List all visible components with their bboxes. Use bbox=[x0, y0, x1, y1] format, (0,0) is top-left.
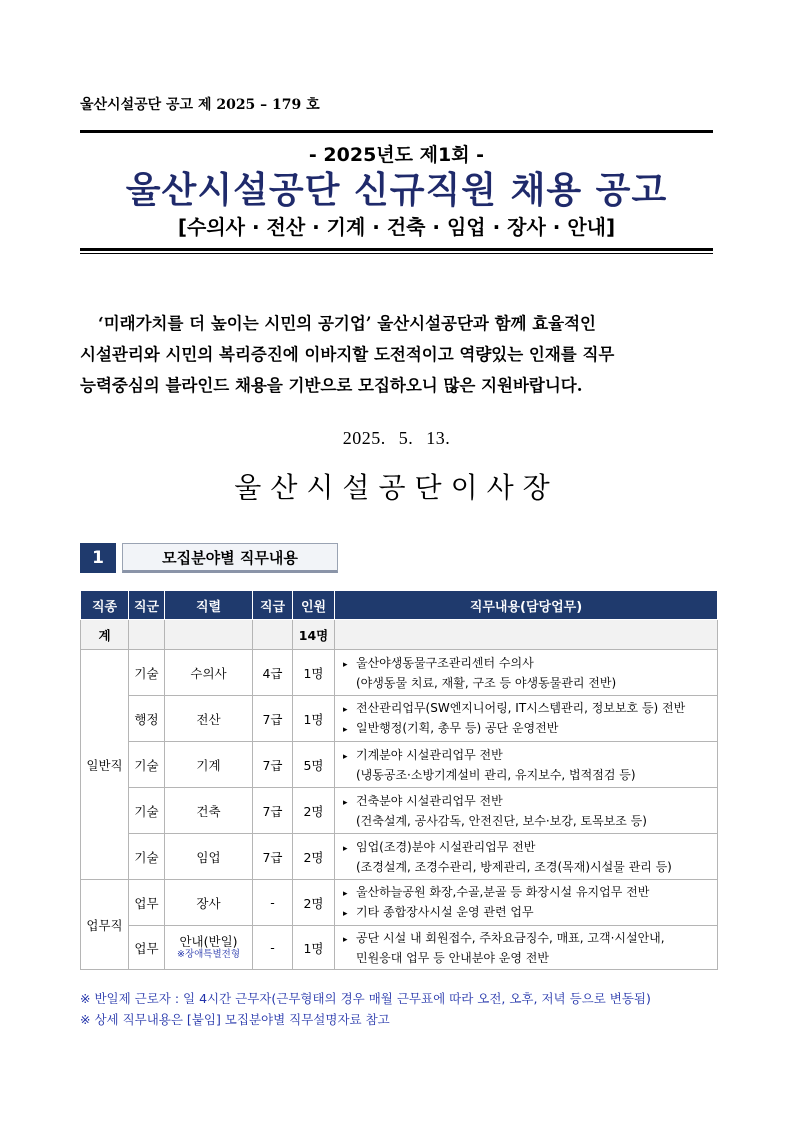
duty-item: ▸ 전산관리업무(SW엔지니어링, IT시스템관리, 정보보호 등) 전반 bbox=[343, 699, 713, 719]
duty-item: ▸ 임업(조경)분야 시설관리업무 전반 bbox=[343, 838, 713, 858]
job-group-cell: 기술 bbox=[129, 834, 165, 880]
table-row bbox=[81, 834, 718, 880]
duty-item: ▸ 울산야생동물구조관리센터 수의사 bbox=[343, 654, 713, 674]
job-grade-cell: 7급 bbox=[253, 834, 293, 880]
issuer-signature: 울산시설공단이사장 bbox=[234, 471, 559, 504]
job-group-cell: 업무 bbox=[129, 880, 165, 926]
total-count: 14명 bbox=[293, 620, 335, 650]
duty-item: ▸ 건축분야 시설관리업무 전반 bbox=[343, 792, 713, 812]
recruit-fields: [수의사 · 전산 · 기계 · 건축 · 임업 · 장사 · 안내] bbox=[177, 215, 616, 239]
intro-line: 시설관리와 시민의 복리증진에 이바지할 도전적이고 역량있는 인재를 직무 bbox=[80, 345, 615, 364]
notice-number: 울산시설공단 공고 제 2025 – 179 호 bbox=[80, 97, 320, 113]
intro-line: 능력중심의 블라인드 채용을 기반으로 모집하오니 많은 지원바랍니다. bbox=[80, 376, 583, 395]
col-header: 인원 bbox=[293, 591, 335, 620]
job-grade-cell: 7급 bbox=[253, 696, 293, 742]
title-block bbox=[80, 130, 713, 254]
duty-item: ▸ 일반행정(기획, 총무 등) 공단 운영전반 bbox=[343, 719, 713, 739]
job-count-cell: 5명 bbox=[293, 742, 335, 788]
notice-date: 2025. 5. 13. bbox=[342, 428, 451, 448]
job-duty-cell bbox=[335, 926, 718, 970]
job-group-cell: 행정 bbox=[129, 696, 165, 742]
job-duty-cell bbox=[335, 696, 718, 742]
title-subtitle: - 2025년도 제1회 - bbox=[308, 144, 485, 166]
job-duty-cell bbox=[335, 650, 718, 696]
table-row bbox=[81, 880, 718, 926]
intro-line: ‘미래가치를 더 높이는 시민의 공기업’ 울산시설공단과 함께 효율적인 bbox=[98, 314, 596, 333]
job-type-cell: 업무직 bbox=[81, 880, 129, 970]
total-row bbox=[81, 620, 718, 650]
table-row bbox=[81, 742, 718, 788]
duty-detail: (야생동물 치료, 재활, 구조 등 야생동물관리 전반) bbox=[356, 675, 617, 690]
job-duty-cell bbox=[335, 880, 718, 926]
job-grade-cell: - bbox=[253, 880, 293, 926]
col-header: 직렬 bbox=[165, 591, 253, 620]
job-group-cell: 기술 bbox=[129, 650, 165, 696]
job-series-cell: 임업 bbox=[165, 834, 253, 880]
footnote: ※ 반일제 근로자 : 일 4시간 근무자(근무형태의 경우 매월 근무표에 따라 오전, 오후, 저녁 등으로 변동됨) bbox=[80, 991, 651, 1006]
series-note: ※장애특별전형 bbox=[176, 949, 241, 960]
job-count-cell: 2명 bbox=[293, 788, 335, 834]
intro-paragraph bbox=[80, 308, 714, 401]
job-grade-cell: 4급 bbox=[253, 650, 293, 696]
duty-item: ▸ 공단 시설 내 회원접수, 주차요금징수, 매표, 고객·시설안내, bbox=[343, 929, 713, 949]
duty-detail: 민원응대 업무 등 안내분야 운영 전반 bbox=[356, 950, 549, 965]
footnotes bbox=[80, 988, 651, 1030]
job-count-cell: 1명 bbox=[293, 650, 335, 696]
table-row bbox=[81, 788, 718, 834]
table-header-row bbox=[81, 591, 718, 620]
table-row bbox=[81, 926, 718, 970]
table-row bbox=[81, 696, 718, 742]
job-grade-cell: - bbox=[253, 926, 293, 970]
job-duty-cell bbox=[335, 742, 718, 788]
job-series-cell: 장사 bbox=[165, 880, 253, 926]
job-count-cell: 2명 bbox=[293, 880, 335, 926]
section-header bbox=[80, 543, 338, 573]
section-title: 모집분야별 직무내용 bbox=[122, 543, 338, 573]
table-row bbox=[81, 650, 718, 696]
job-series-cell bbox=[165, 926, 253, 970]
job-group-cell: 업무 bbox=[129, 926, 165, 970]
col-header: 직무내용(담당업무) bbox=[335, 591, 718, 620]
job-series-cell: 건축 bbox=[165, 788, 253, 834]
duty-item: ▸ 기타 종합장사시설 운영 관련 업무 bbox=[343, 903, 713, 923]
title-rule-top bbox=[80, 130, 713, 133]
job-group-cell: 기술 bbox=[129, 788, 165, 834]
job-group-cell: 기술 bbox=[129, 742, 165, 788]
job-series-cell: 전산 bbox=[165, 696, 253, 742]
job-count-cell: 1명 bbox=[293, 926, 335, 970]
job-grade-cell: 7급 bbox=[253, 742, 293, 788]
job-series-cell: 기계 bbox=[165, 742, 253, 788]
job-type-cell: 일반직 bbox=[81, 650, 129, 880]
recruitment-table bbox=[80, 591, 718, 970]
total-label: 계 bbox=[81, 620, 129, 650]
footnote: ※ 상세 직무내용은 [붙임] 모집분야별 직무설명자료 참고 bbox=[80, 1012, 390, 1027]
col-header: 직종 bbox=[81, 591, 129, 620]
job-duty-cell bbox=[335, 834, 718, 880]
col-header: 직급 bbox=[253, 591, 293, 620]
job-series-label: 안내(반일) bbox=[179, 934, 238, 949]
job-count-cell: 1명 bbox=[293, 696, 335, 742]
duty-detail: (냉동공조·소방기계설비 관리, 유지보수, 법적점검 등) bbox=[356, 767, 636, 782]
job-series-cell: 수의사 bbox=[165, 650, 253, 696]
job-grade-cell: 7급 bbox=[253, 788, 293, 834]
job-duty-cell bbox=[335, 788, 718, 834]
duty-item: ▸ 기계분야 시설관리업무 전반 bbox=[343, 746, 713, 766]
duty-item: ▸ 울산하늘공원 화장,수골,분골 등 화장시설 유지업무 전반 bbox=[343, 883, 713, 903]
page-title: 울산시설공단 신규직원 채용 공고 bbox=[125, 170, 668, 211]
duty-detail: (조경설계, 조경수관리, 방제관리, 조경(목재)시설물 관리 등) bbox=[356, 859, 672, 874]
job-count-cell: 2명 bbox=[293, 834, 335, 880]
section-number: 1 bbox=[80, 543, 116, 573]
title-rule-bottom bbox=[80, 248, 713, 254]
duty-detail: (건축설계, 공사감독, 안전진단, 보수·보강, 토목보조 등) bbox=[356, 813, 647, 828]
col-header: 직군 bbox=[129, 591, 165, 620]
